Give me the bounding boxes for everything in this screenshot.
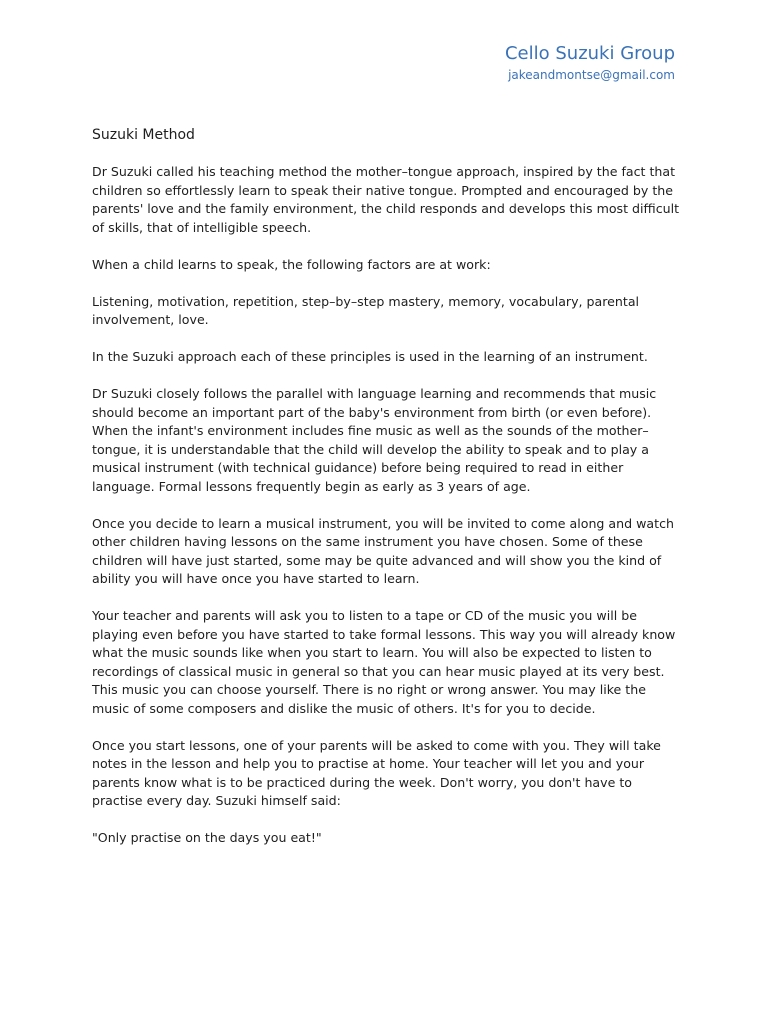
paragraph-intro: Dr Suzuki called his teaching method the mother–tongue approach, inspired by the fact that children so effortlessly learn to speak their native tongue. Prompted and encouraged by the parents' love and the family environment, the child responds and develops this most difficult of skills, that of intelligible speech. [92,164,680,235]
paragraph-lessons: Once you start lessons, one of your parents will be asked to come with you. They will take notes in the lesson and help you to practise at home. Your teacher will let you and your parents know what is to be practiced during the week. Don't worry, you don't have to practise every day. Suzuki himself said: [92,737,661,808]
paragraph-language-parallel: Dr Suzuki closely follows the parallel with language learning and recommends that music should become an important part of the baby's environment from birth (or even before). When the infant's environment includes fine music as well as the sounds of the mother–tongue, it is understandable that the child will develop the ability to speak and to play a musical instrument (with technical guidance) before being required to read in either language. Formal lessons frequently begin as early as 3 years of age. [92,386,657,494]
paragraph-factors-list: Listening, motivation, repetition, step–by–step mastery, memory, vocabulary, parental involvement, love. [92,293,640,327]
document-title: Suzuki Method [92,127,195,143]
paragraph-principles: In the Suzuki approach each of these principles is used in the learning of an instrument. [92,349,648,364]
paragraph-listening: Your teacher and parents will ask you to listen to a tape or CD of the music you will be playing even before you have started to take formal lessons. This way you will already know what the music sounds like when you start to learn. You will also be expected to listen to recordings of classical music in general so that you can hear music played at its very best. This music you can choose yourself. There is no right or wrong answer. You may like the music of some composers and dislike the music of others. It's for you to decide. [92,608,676,716]
paragraph-getting-started: Once you decide to learn a musical instrument, you will be invited to come along and watch other children having lessons on the same instrument you have chosen. Some of these children will have just started, some may be quite advanced and will show you the kind of ability you will have once you have started to learn. [92,515,674,586]
paragraph-factors-lead: When a child learns to speak, the following factors are at work: [92,256,491,272]
letterhead [505,42,675,83]
paragraph-quote: "Only practise on the days you eat!" [92,830,322,845]
contact-email: jakeandmontse@gmail.com [508,68,675,82]
document-body [92,163,682,866]
organization-name: Cello Suzuki Group [504,43,675,64]
